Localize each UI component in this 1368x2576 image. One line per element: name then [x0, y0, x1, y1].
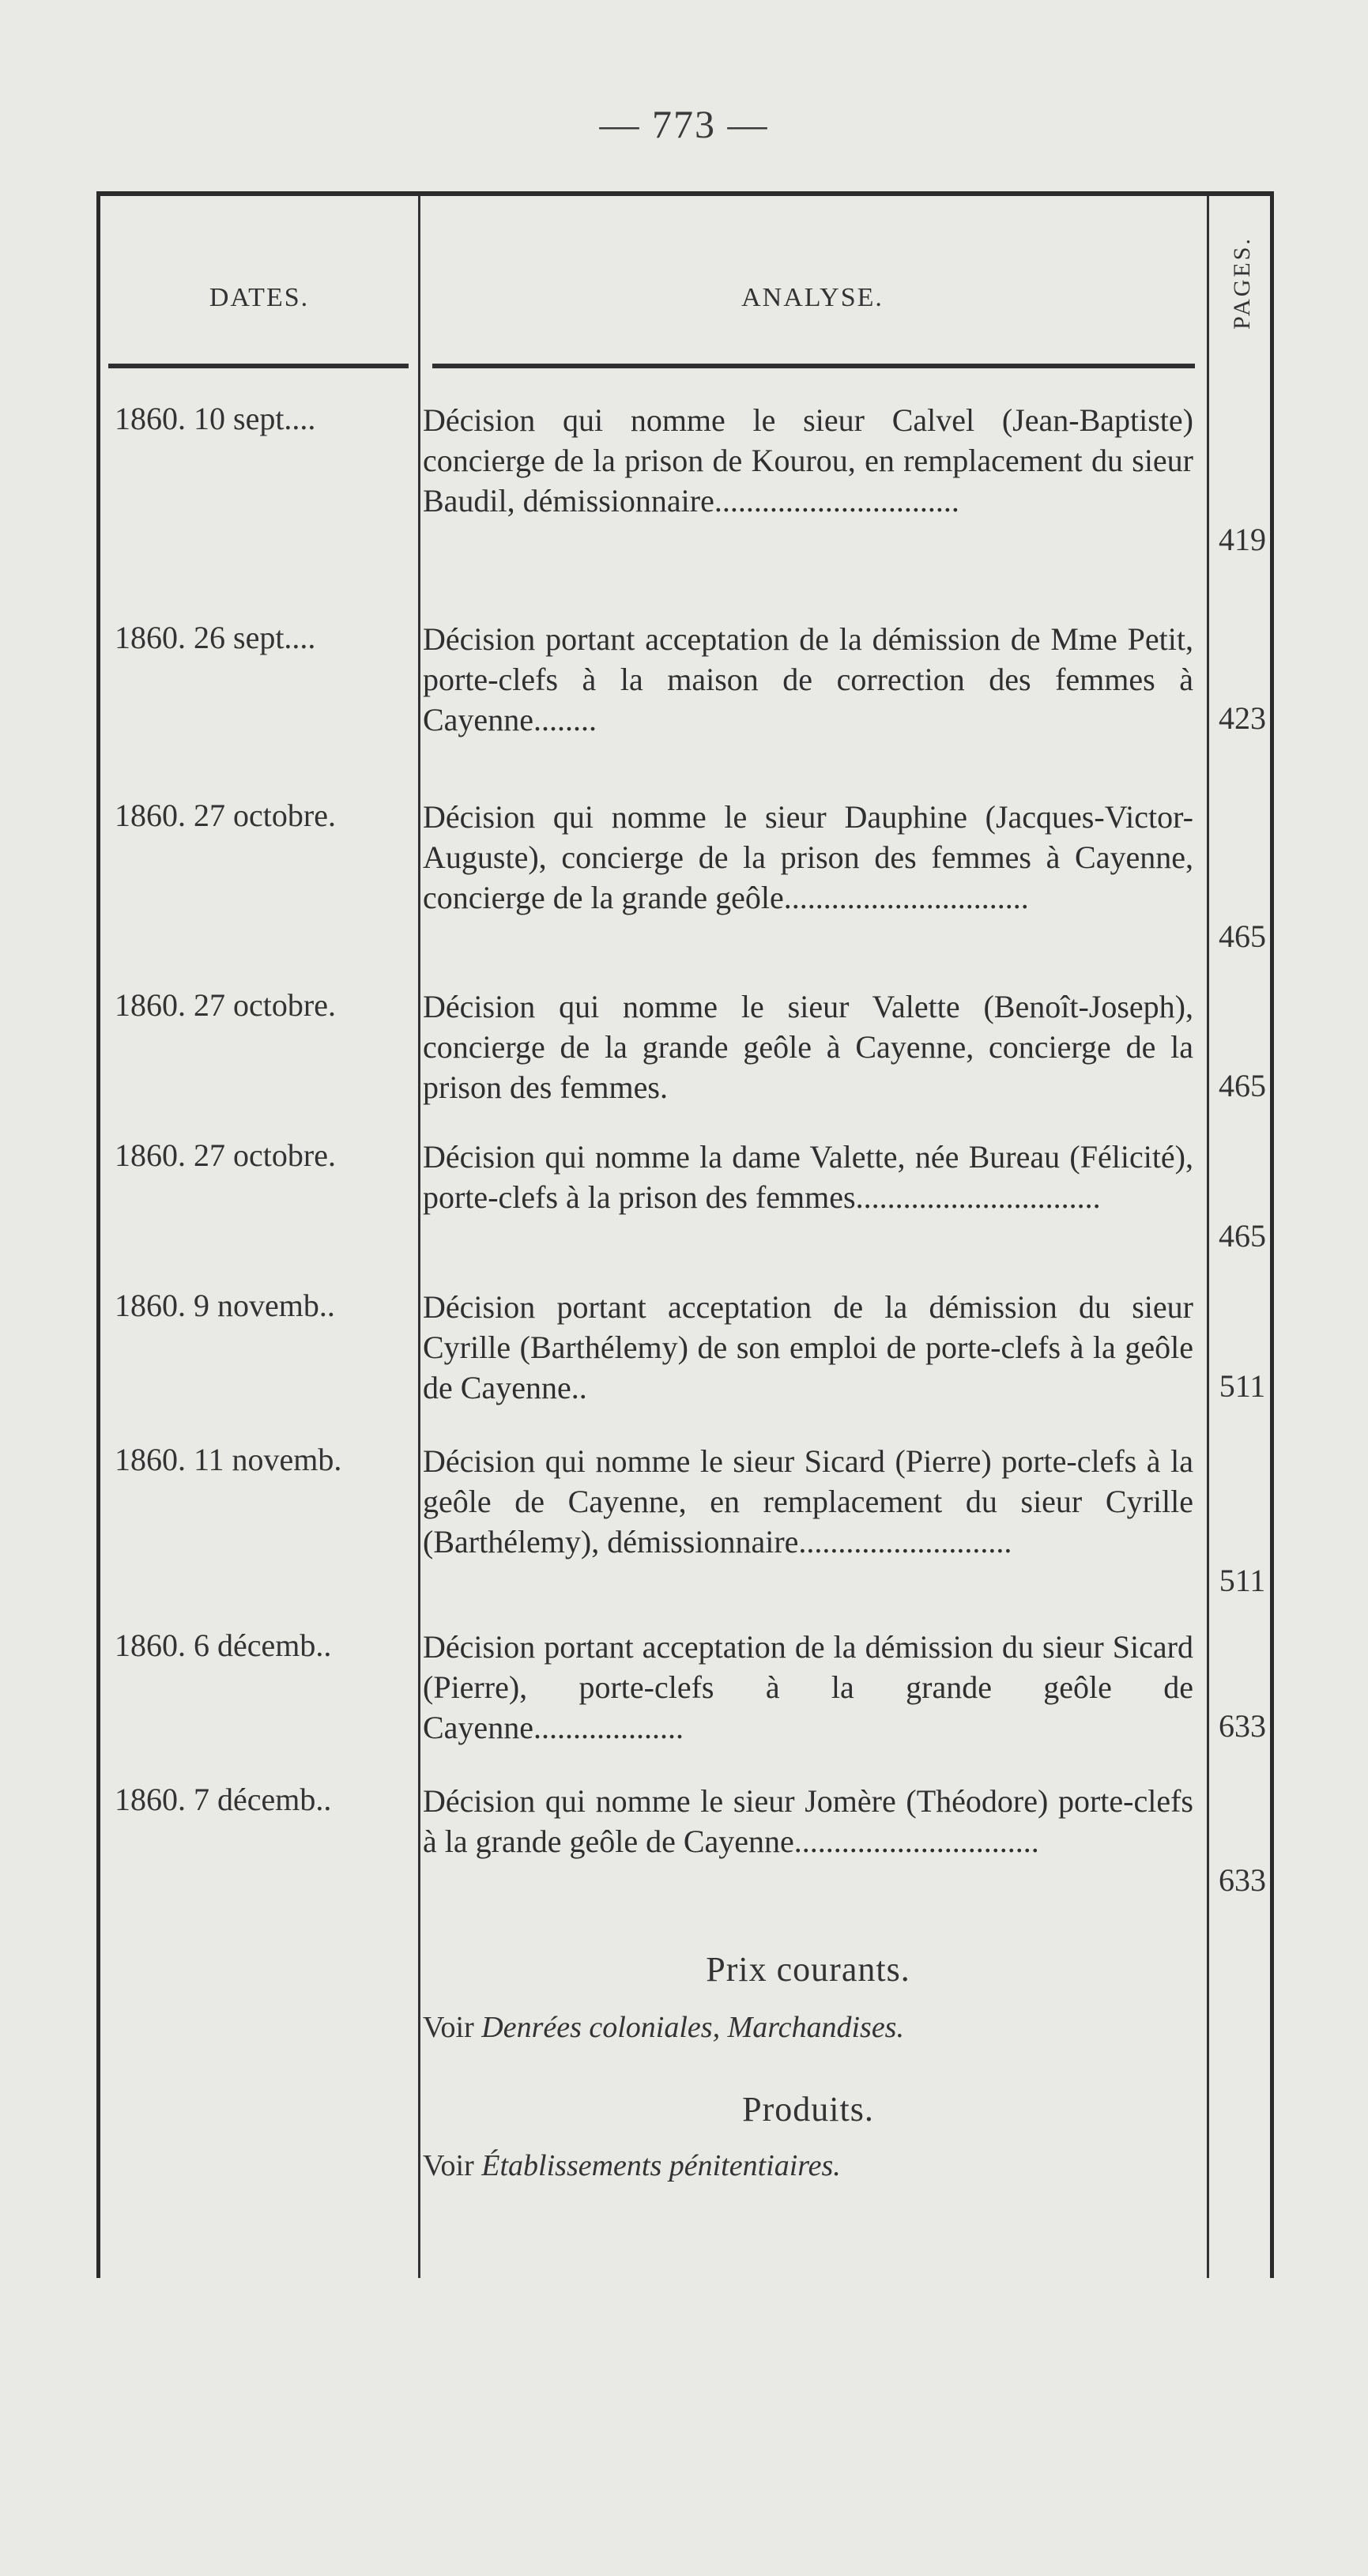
entry-page: 511: [1219, 1563, 1266, 1598]
header-analysis: ANALYSE.: [741, 283, 884, 312]
entry-date: 1860. 7 décemb..: [115, 1782, 332, 1817]
entry-analysis: Décision qui nomme la dame Valette, née Bureau (Félicité), porte-clefs à la prison des femmes...............................: [423, 1139, 1193, 1215]
entry-analysis: Décision portant acceptation de la démission du sieur Sicard (Pierre), porte-clefs à la grande geôle de Cayenne...................: [423, 1629, 1193, 1745]
header-rule-analysis: [432, 364, 1195, 368]
entry-page: 419: [1219, 522, 1266, 557]
entry-page: 465: [1219, 918, 1266, 954]
index-table: [96, 191, 1274, 2278]
column-divider-dates: [418, 196, 420, 2278]
entry-date: 1860. 6 décemb..: [115, 1627, 332, 1663]
entry-date: 1860. 27 octobre.: [115, 1137, 336, 1173]
section-title: Produits.: [742, 2090, 874, 2129]
entry-date: 1860. 26 sept....: [115, 620, 316, 655]
entry-date: 1860. 10 sept....: [115, 401, 316, 436]
entry-date: 1860. 11 novemb.: [115, 1442, 342, 1477]
entry-date: 1860. 9 novemb..: [115, 1288, 335, 1323]
entry-analysis: Décision qui nomme le sieur Valette (Benoît-Joseph), concierge de la grande geôle à Cayenne, concierge de la prison des femmes.: [423, 989, 1193, 1105]
cross-reference: [423, 2010, 1193, 2045]
page-number: — 773 —: [599, 102, 769, 146]
cross-reference-target: Établissements pénitentiaires.: [481, 2149, 841, 2182]
entry-analysis: Décision qui nomme le sieur Dauphine (Jacques-Victor-Auguste), concierge de la prison des femmes à Cayenne, concierge de la grande geôle...............................: [423, 799, 1193, 915]
entry-page: 465: [1219, 1218, 1266, 1254]
entry-analysis: Décision qui nomme le sieur Calvel (Jean-Baptiste) concierge de la prison de Kourou, en remplacement du sieur Baudil, démissionnaire...............................: [423, 402, 1193, 519]
cross-reference: [423, 2148, 1193, 2183]
entry-page: 423: [1219, 700, 1266, 736]
entry-page: 465: [1219, 1068, 1266, 1103]
column-divider-pages: [1207, 196, 1209, 2278]
entry-date: 1860. 27 octobre.: [115, 798, 336, 833]
entry-page: 633: [1219, 1708, 1266, 1744]
entry-analysis: Décision portant acceptation de la démission du sieur Cyrille (Barthélemy) de son emploi de porte-clefs à la geôle de Cayenne..: [423, 1289, 1193, 1405]
cross-reference-prefix: Voir: [423, 2149, 474, 2182]
cross-reference-prefix: Voir: [423, 2011, 474, 2044]
entry-analysis: Décision portant acceptation de la démission de Mme Petit, porte-clefs à la maison de correction des femmes à Cayenne........: [423, 621, 1193, 737]
section-title: Prix courants.: [706, 1950, 910, 1989]
header-dates: DATES.: [209, 283, 310, 312]
cross-reference-target: Denrées coloniales, Marchandises.: [481, 2011, 904, 2044]
entry-page: 511: [1219, 1368, 1266, 1404]
header-rule-dates: [108, 364, 409, 368]
entry-page: 633: [1219, 1862, 1266, 1898]
entry-date: 1860. 27 octobre.: [115, 987, 336, 1023]
header-pages: PAGES.: [1229, 236, 1255, 330]
entry-analysis: Décision qui nomme le sieur Sicard (Pierre) porte-clefs à la geôle de Cayenne, en remplacement du sieur Cyrille (Barthélemy), démissionnaire...........................: [423, 1443, 1193, 1560]
entry-analysis: Décision qui nomme le sieur Jomère (Théodore) porte-clefs à la grande geôle de Cayenne...............................: [423, 1783, 1193, 1859]
